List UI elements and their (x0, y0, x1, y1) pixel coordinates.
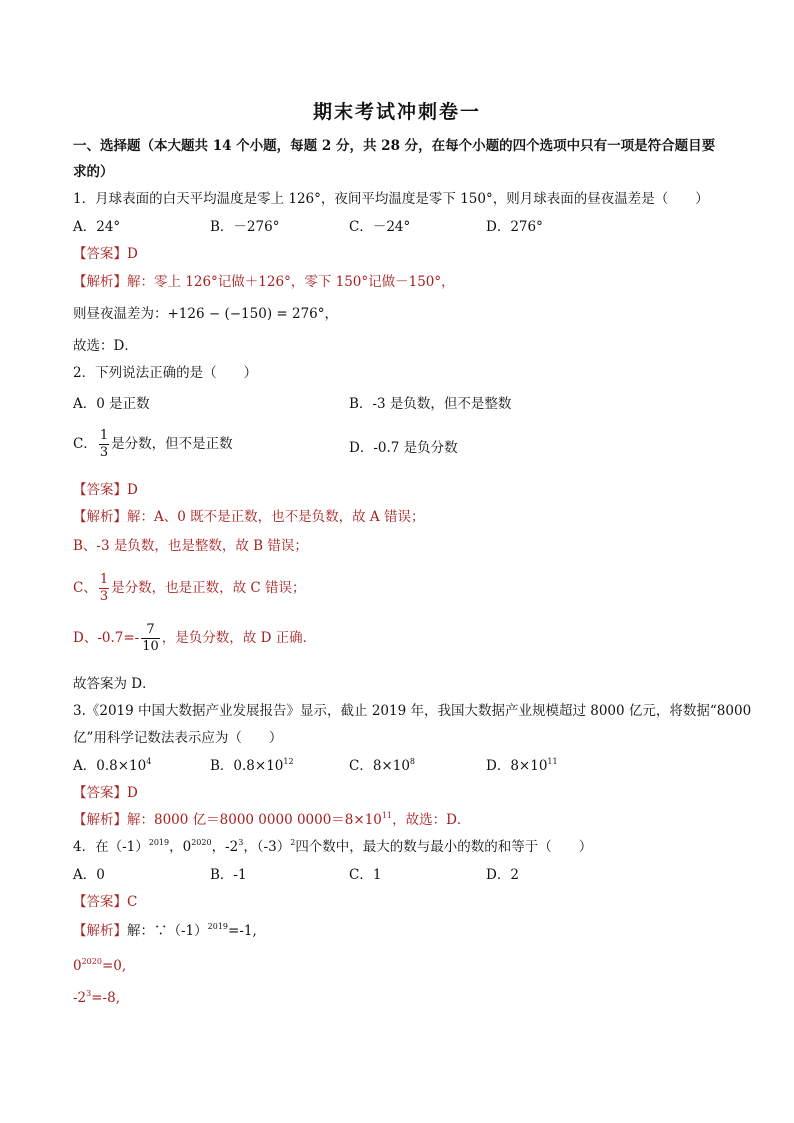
analysis-label: 【解析】 (73, 509, 127, 525)
q2-analysis-3-suffix: 是分数，也是正数，故 C 错误； (111, 580, 306, 596)
q2-answer-line (73, 481, 138, 499)
q2-answer: D (127, 482, 138, 498)
q3-analysis-base: 解：8000 亿＝8000 0000 0000＝8×10 (127, 812, 382, 828)
answer-label: 【答案】 (73, 894, 127, 910)
q1-option-a: A．24° (73, 219, 121, 235)
q2-option-b: B．-3 是负数，但不是整数 (349, 396, 512, 412)
q4-analysis-line-3 (73, 989, 120, 1007)
q2-analysis-line-1 (73, 508, 424, 526)
q4-analysis-line-2 (73, 957, 126, 975)
q1-answer-line (73, 245, 138, 263)
q3-analysis-tail: ，故选：D． (392, 812, 471, 828)
q4-analysis-2-base: 0 (73, 958, 82, 974)
q3-analysis-exp: 11 (381, 811, 393, 820)
q2-analysis-3-prefix: C、 (73, 580, 97, 596)
q2-analysis-4-fraction (141, 622, 160, 655)
q3-option-a-exp: 4 (146, 757, 152, 766)
q4-option-b: B．-1 (210, 867, 247, 883)
q3-analysis-line (73, 811, 470, 829)
analysis-label: 【解析】 (73, 812, 127, 828)
q2-stem: 2．下列说法正确的是（ ） (73, 365, 258, 381)
q4-stem (73, 838, 592, 856)
q1-option-d: D．276° (486, 219, 543, 235)
q3-stem-2: 亿”用科学记数法表示应为（ ） (73, 730, 283, 746)
q3-option-d (486, 757, 558, 775)
answer-label: 【答案】 (73, 785, 127, 801)
q3-option-b-base: B．0.8×10 (210, 758, 284, 774)
q1-analysis-3: 故选：D． (73, 338, 138, 354)
answer-label: 【答案】 (73, 246, 127, 262)
q3-answer-line (73, 784, 138, 802)
q4-option-c: C．1 (349, 867, 382, 883)
q1-answer: D (127, 246, 138, 262)
q3-option-b-exp: 12 (283, 757, 294, 766)
q2-analysis-3 (73, 572, 306, 605)
fraction-numerator: 1 (99, 572, 109, 587)
q1-analysis-2: 则昼夜温差为：+126 − (−150) = 276°， (73, 306, 338, 322)
q4-analysis-3-base: -2 (73, 990, 87, 1006)
q2-option-c-prefix: C． (73, 436, 97, 452)
q4-analysis-1-tail: =-1, (228, 923, 257, 939)
q4-stem-b: ，0 (169, 839, 192, 855)
q1-option-c: C．－24° (349, 219, 411, 235)
q2-option-c-fraction (99, 428, 109, 461)
analysis-label: 【解析】 (73, 274, 127, 290)
q4-analysis-1-exp: 2019 (207, 922, 229, 931)
q3-option-d-exp: 11 (547, 757, 558, 766)
q2-option-c-suffix: 是分数，但不是正数 (111, 436, 233, 452)
q4-analysis-1-base: 解：∵（-1） (127, 923, 208, 939)
q4-stem-d: ，（-3） (243, 839, 291, 855)
q4-option-d: D．2 (486, 867, 519, 883)
q2-analysis-4-suffix: ，是负分数，故 D 正确． (161, 630, 317, 646)
q4-analysis-2-exp: 2020 (81, 957, 102, 966)
fraction-denominator: 3 (99, 445, 109, 460)
q3-option-c-base: C．8×10 (349, 758, 410, 774)
q3-option-a-base: A．0.8×10 (73, 758, 147, 774)
q3-option-c-exp: 8 (409, 757, 416, 766)
q4-stem-c: ，-2 (211, 839, 239, 855)
q1-option-b: B．－276° (210, 219, 280, 235)
q3-option-c (349, 757, 415, 775)
q3-option-d-base: D．8×10 (486, 758, 548, 774)
q4-answer: C (127, 894, 138, 910)
q2-analysis-4 (73, 622, 316, 655)
q4-analysis-3-tail: =-8, (91, 990, 121, 1006)
section-heading-line-1: 一、选择题（本大题共 14 个小题，每题 2 分，共 28 分，在每个小题的四个选项中只有一项是符合题目要 (73, 138, 716, 154)
q2-option-c (73, 428, 233, 461)
q4-analysis-2-tail: =0, (101, 958, 127, 974)
q3-option-a (73, 757, 151, 775)
q3-answer: D (127, 785, 138, 801)
q3-stem-1: 3.《2019 中国大数据产业发展报告》显示，截止 2019 年，我国大数据产业规模超过 8000 亿元，将数据“8000 (73, 703, 752, 719)
fraction-denominator: 3 (99, 589, 109, 604)
fraction-numerator: 7 (141, 622, 160, 639)
q2-analysis-5: 故答案为 D． (73, 676, 156, 692)
q2-analysis-3-fraction (99, 572, 109, 605)
q4-stem-d-exp: 2 (290, 838, 296, 847)
q2-analysis-1: 解：A、0 既不是正数，也不是负数，故 A 错误； (127, 509, 425, 525)
q4-stem-c-exp: 3 (238, 838, 244, 847)
q3-option-b (210, 757, 294, 775)
section-heading-line-2: 求的） (73, 164, 114, 180)
q1-analysis-line-1 (73, 273, 455, 291)
q4-stem-b-exp: 2020 (191, 838, 212, 847)
analysis-label: 【解析】 (73, 923, 127, 939)
q4-option-a: A．0 (73, 867, 105, 883)
q4-answer-line (73, 893, 137, 911)
q4-stem-a-exp: 2019 (148, 838, 170, 847)
q2-option-a: A．0 是正数 (73, 396, 150, 412)
q4-analysis-line-1 (73, 922, 257, 940)
q1-analysis-1: 解：零上 126°记做＋126°，零下 150°记做－150°， (127, 274, 455, 290)
q4-stem-a: 4．在（-1） (73, 839, 149, 855)
q4-analysis-3-exp: 3 (86, 989, 92, 998)
page-title: 期末考试冲刺卷一 (312, 101, 481, 123)
answer-label: 【答案】 (73, 482, 127, 498)
fraction-denominator: 10 (142, 639, 159, 654)
q4-stem-e: 四个数中，最大的数与最小的数的和等于（ ） (295, 839, 593, 855)
q2-analysis-2: B、-3 是负数，也是整数，故 B 错误； (73, 538, 308, 554)
q2-option-d: D．-0.7 是负分数 (349, 440, 458, 456)
q1-stem: 1．月球表面的白天平均温度是零上 126°，夜间平均温度是零下 150°，则月球表面的昼夜温差是（ ） (73, 191, 709, 207)
q2-analysis-4-prefix: D、-0.7=- (73, 630, 140, 646)
fraction-numerator: 1 (99, 428, 109, 443)
